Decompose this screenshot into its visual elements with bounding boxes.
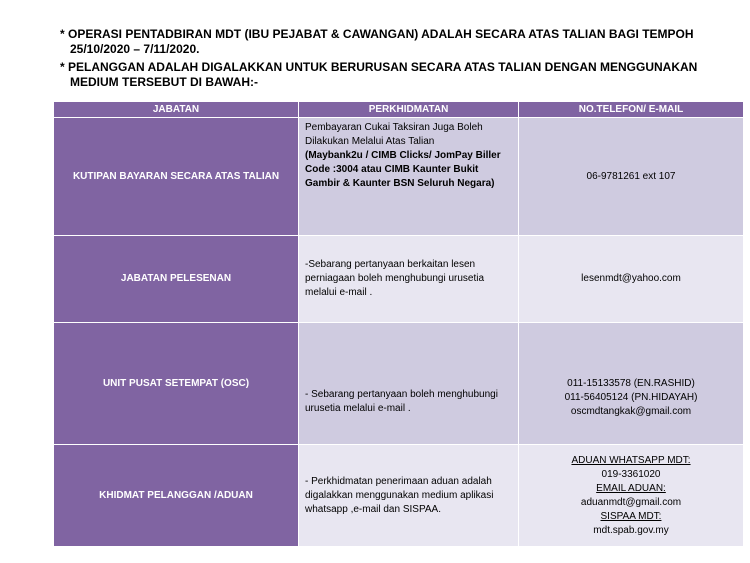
table-row [54,323,744,445]
contact-line: oscmdtangkak@gmail.com [570,405,692,417]
table-row [54,445,744,547]
row-contact: lesenmdt@yahoo.com [519,236,744,323]
contact-label: EMAIL ADUAN: [596,482,666,494]
contact-value: mdt.spab.gov.my [593,524,669,536]
contact-line: 011-15133578 (EN.RASHID) [567,377,695,389]
notice-line-2: * PELANGGAN ADALAH DIGALAKKAN UNTUK BERURUSAN SECARA ATAS TALIAN DENGAN MENGGUNAKAN MEDIUM TERSEBUT DI BAWAH:- [60,60,698,89]
notice-notes [60,27,740,93]
table-header-row [54,102,744,118]
row-service: - Perkhidmatan penerimaan aduan adalah digalakkan menggunakan medium aplikasi whatsapp ,e-mail dan SISPAA. [299,445,519,547]
row-service: -Sebarang pertanyaan berkaitan lesen perniagaan boleh menghubungi urusetia melalui e-mail . [299,236,519,323]
service-text: Pembayaran Cukai Taksiran Juga Boleh Dilakukan Melalui Atas Talian [305,122,483,147]
contact-line: 011-56405124 (PN.HIDAYAH) [564,391,698,403]
row-jabatan: UNIT PUSAT SETEMPAT (OSC) [54,323,299,445]
service-bold-text: (Maybank2u / CIMB Clicks/ JomPay Biller Code :3004 atau CIMB Kaunter Bukit Gambir & Kaunter BSN Seluruh Negara) [305,150,501,189]
row-jabatan: KUTIPAN BAYARAN SECARA ATAS TALIAN [54,118,299,236]
notice-line-1: * OPERASI PENTADBIRAN MDT (IBU PEJABAT & CAWANGAN) ADALAH SECARA ATAS TALIAN BAGI TEMPOH 25/10/2020 – 7/11/2020. [60,27,694,56]
row-jabatan: JABATAN PELESENAN [54,236,299,323]
header-contact: NO.TELEFON/ E-MAIL [519,102,744,118]
services-table [53,101,744,547]
contact-value: 019-3361020 [601,468,661,480]
table-row [54,236,744,323]
row-contact [519,323,744,445]
header-perkhidmatan: PERKHIDMATAN [299,102,519,118]
contact-label: SISPAA MDT: [600,510,662,522]
row-service [299,118,519,236]
row-contact [519,445,744,547]
contact-label: ADUAN WHATSAPP MDT: [571,454,691,466]
row-service: - Sebarang pertanyaan boleh menghubungi urusetia melalui e-mail . [299,323,519,445]
row-contact: 06-9781261 ext 107 [519,118,744,236]
table-row [54,118,744,236]
row-jabatan: KHIDMAT PELANGGAN /ADUAN [54,445,299,547]
contact-value: aduanmdt@gmail.com [580,496,682,508]
header-jabatan: JABATAN [54,102,299,118]
